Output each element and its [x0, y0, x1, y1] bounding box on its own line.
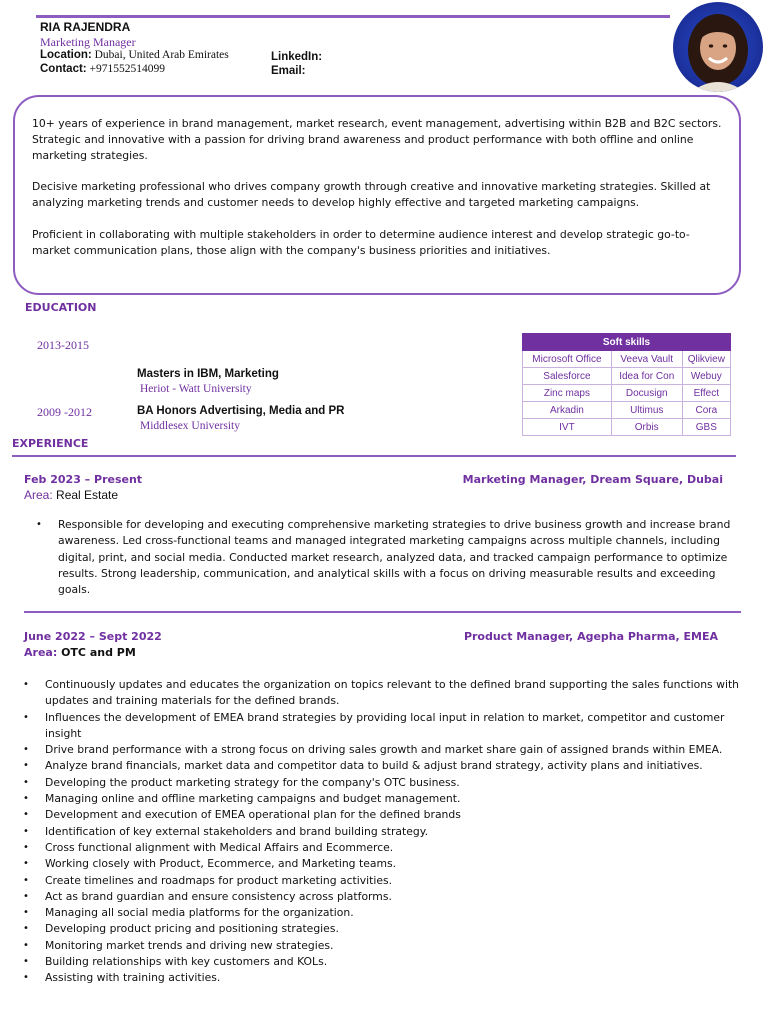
bullet-text: Act as brand guardian and ensure consistency across platforms. [45, 889, 392, 903]
bullet-text: Developing the product marketing strategy for the company's OTC business. [45, 775, 460, 789]
skill-cell: Veeva Vault [611, 351, 682, 368]
list-item [23, 905, 750, 921]
linkedin-label: LinkedIn: [271, 51, 323, 63]
list-item [23, 954, 750, 970]
candidate-title: Marketing Manager [40, 35, 136, 49]
bullet-icon: • [23, 939, 29, 951]
list-item [23, 889, 750, 905]
list-item [23, 677, 750, 710]
education-degree: Masters in IBM, Marketing [137, 368, 279, 380]
skill-cell: Cora [682, 402, 730, 419]
list-item [23, 970, 750, 986]
area-label: Area: [24, 646, 58, 659]
skill-cell: Effect [682, 385, 730, 402]
list-item [23, 710, 750, 743]
skill-cell: Ultimus [611, 402, 682, 419]
list-item [23, 938, 750, 954]
skill-cell: GBS [682, 419, 730, 436]
skill-cell: Arkadin [523, 402, 612, 419]
education-school: Heriot - Watt University [140, 383, 252, 395]
list-item [23, 758, 750, 774]
bullet-icon: • [23, 793, 29, 805]
skill-cell: Idea for Con [611, 368, 682, 385]
location-value: Dubai, United Arab Emirates [91, 49, 229, 61]
job-dates: June 2022 – Sept 2022 [24, 630, 162, 643]
soft-skills-table [522, 333, 731, 436]
bullet-text: Working closely with Product, Ecommerce, and Marketing teams. [45, 857, 397, 871]
experience-heading: EXPERIENCE [12, 437, 89, 450]
job-bullet-list [23, 677, 750, 987]
bullet-icon: • [36, 519, 42, 530]
bullet-icon: • [23, 679, 29, 690]
list-item [23, 840, 750, 856]
bullet-icon: • [23, 744, 29, 756]
bullet-text: Drive brand performance with a strong focus on driving sales growth and market share gain of assigned brands within EMEA. [45, 743, 723, 757]
skill-cell: Orbis [611, 419, 682, 436]
area-value: Real Estate [52, 488, 119, 502]
summary-paragraph: Decisive marketing professional who drives company growth through creative and innovative marketing strategies. Skilled at analyzing marketing trends and customer needs to develop highly effective and targeted marketing campaigns. [32, 180, 711, 209]
email-label: Email: [271, 65, 306, 77]
list-item [23, 791, 750, 807]
education-heading: EDUCATION [25, 301, 97, 314]
bullet-icon: • [23, 841, 29, 853]
job-role: Marketing Manager, Dream Square, Dubai [462, 473, 723, 486]
job-bullet-list [36, 517, 750, 598]
bullet-text: Managing online and offline marketing campaigns and budget management. [45, 792, 461, 806]
bullet-icon: • [23, 923, 29, 935]
bullet-icon: • [23, 825, 29, 837]
location-label: Location: [40, 49, 92, 61]
contact-value: +971552514099 [86, 63, 166, 75]
avatar [673, 2, 763, 92]
job-dates: Feb 2023 – Present [24, 473, 143, 486]
bullet-icon: • [23, 874, 29, 886]
job-area [24, 646, 136, 659]
list-item [23, 742, 750, 758]
table-row [523, 419, 731, 436]
bullet-icon: • [23, 956, 29, 968]
soft-skills-heading: Soft skills [523, 334, 731, 351]
skill-cell: Microsoft Office [523, 351, 612, 368]
header-rule [36, 15, 670, 18]
summary-paragraph: Proficient in collaborating with multiple stakeholders in order to determine audience interest and develop strategic go-to-market communication plans, those align with the company's business priorities and initiatives. [32, 228, 690, 257]
list-item [23, 824, 750, 840]
bullet-icon: • [23, 858, 29, 870]
list-item [23, 921, 750, 937]
bullet-icon: • [23, 972, 29, 984]
skill-cell: Webuy [682, 368, 730, 385]
skill-cell: Qlikview [682, 351, 730, 368]
education-degree: BA Honors Advertising, Media and PR [137, 405, 345, 417]
education-years: 2013-2015 [37, 338, 89, 352]
bullet-icon: • [23, 760, 29, 772]
candidate-name: RIA RAJENDRA [40, 20, 131, 34]
job-role: Product Manager, Agepha Pharma, EMEA [463, 630, 718, 643]
bullet-text: Cross functional alignment with Medical Affairs and Ecommerce. [45, 840, 394, 854]
skill-cell: Salesforce [523, 368, 612, 385]
area-label: Area: [24, 488, 53, 502]
table-row [523, 385, 731, 402]
bullet-text: Influences the development of EMEA brand strategies by providing local input in relation to market, competitor and customer insight [45, 710, 725, 740]
avatar-portrait [673, 2, 763, 92]
list-item [23, 856, 750, 872]
section-divider [12, 455, 736, 457]
bullet-text: Create timelines and roadmaps for product marketing activities. [45, 873, 393, 887]
contact-line [40, 63, 165, 75]
list-item [23, 775, 750, 791]
bullet-text: Managing all social media platforms for the organization. [45, 906, 354, 920]
bullet-icon: • [23, 890, 29, 902]
job-area [24, 488, 118, 502]
bullet-text: Assisting with training activities. [45, 971, 221, 985]
skill-cell: Docusign [611, 385, 682, 402]
bullet-text: Continuously updates and educates the organization on topics relevant to the defined brand supporting the sales functions with updates and training materials for the defined brands. [45, 678, 740, 708]
bullet-text: Development and execution of EMEA operational plan for the defined brands [45, 808, 461, 822]
area-value: OTC and PM [57, 646, 136, 659]
skill-cell: IVT [523, 419, 612, 436]
bullet-icon: • [23, 776, 29, 788]
education-years: 2009 -2012 [37, 405, 92, 419]
bullet-text: Identification of key external stakeholders and brand building strategy. [45, 824, 429, 838]
table-row [523, 368, 731, 385]
bullet-icon: • [23, 711, 29, 723]
bullet-text: Responsible for developing and executing comprehensive marketing strategies to drive business growth and increase brand awareness. Led cross-functional teams and managed integrated marketing campaigns across multiple channels, including digital, print, and social media. Conducted market research, analyzed data, and tracked campaign performance to optimize results. Strong leadership, communication, and analytical skills with a focus on driving measurable results and exceeding goals. [58, 518, 731, 597]
bullet-text: Monitoring market trends and driving new strategies. [45, 938, 334, 952]
skill-cell: Zinc maps [523, 385, 612, 402]
bullet-text: Analyze brand financials, market data and competitor data to build & adjust brand strategy, activity plans and initiatives. [45, 759, 703, 773]
table-row [523, 402, 731, 419]
list-item [36, 517, 750, 598]
summary-paragraph: 10+ years of experience in brand management, market research, event management, advertising within B2B and B2C sectors. Strategic and innovative with a passion for driving brand awareness and product performance with both offline and online marketing strategies. [32, 117, 722, 162]
bullet-text: Developing product pricing and positioning strategies. [45, 922, 339, 936]
education-school: Middlesex University [140, 420, 240, 432]
bullet-icon: • [23, 907, 29, 919]
location-line [40, 49, 229, 61]
table-row [523, 351, 731, 368]
list-item [23, 807, 750, 823]
section-divider [24, 611, 741, 613]
contact-label: Contact: [40, 63, 87, 75]
list-item [23, 873, 750, 889]
bullet-text: Building relationships with key customers and KOLs. [45, 955, 328, 969]
bullet-icon: • [23, 809, 29, 821]
